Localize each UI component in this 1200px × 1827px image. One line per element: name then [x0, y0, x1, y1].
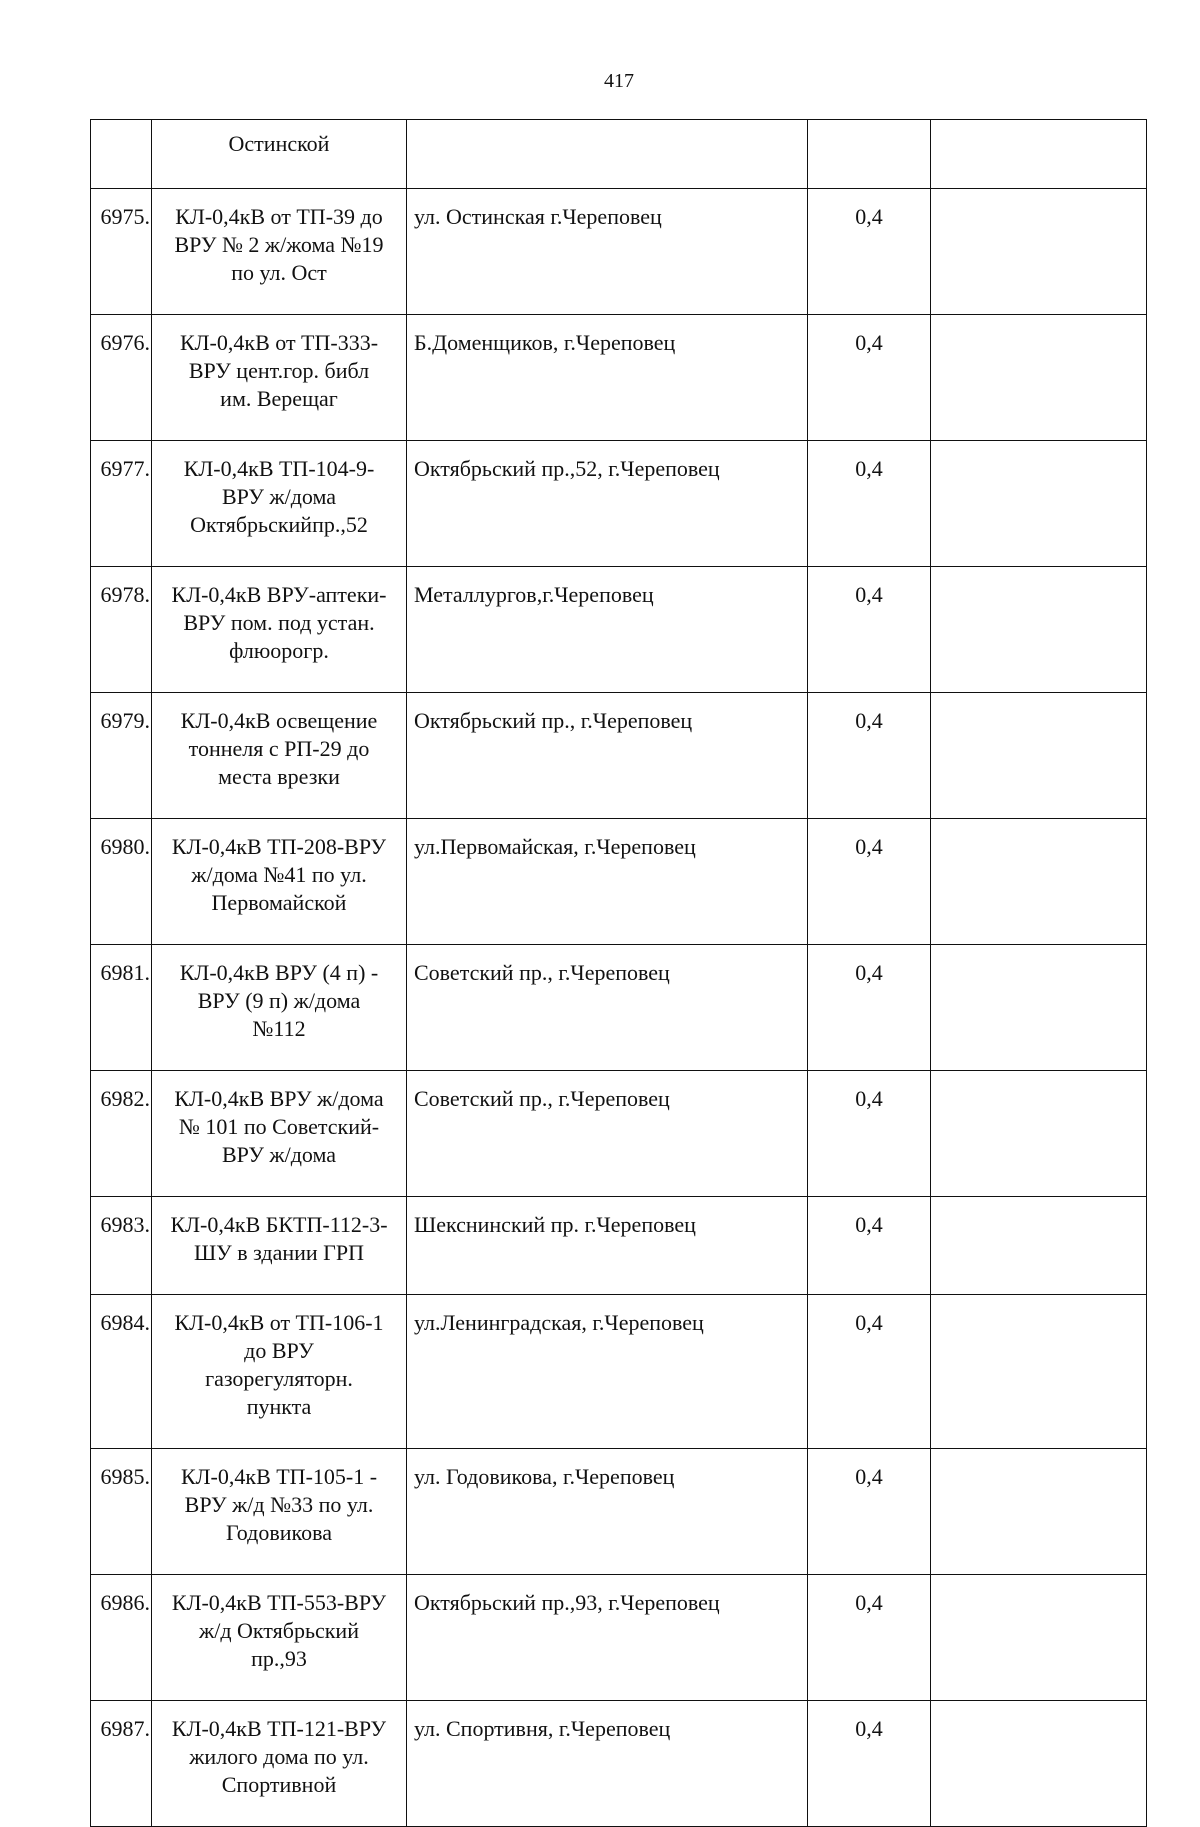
name-line: КЛ-0,4кВ БКТП-112-3- [170, 1212, 388, 1237]
row-number-cell: 6981. [91, 945, 152, 1071]
voltage-cell: 0,4 [808, 441, 931, 567]
extra-cell [931, 1071, 1147, 1197]
object-name-cell [152, 1449, 407, 1575]
object-name-cell [152, 693, 407, 819]
voltage-cell: 0,4 [808, 1575, 931, 1701]
name-line: КЛ-0,4кВ ТП-121-ВРУ [171, 1716, 387, 1741]
name-line: КЛ-0,4кВ ВРУ-аптеки- [171, 582, 387, 607]
extra-cell [931, 567, 1147, 693]
name-line: тоннеля с РП-29 до [188, 736, 370, 761]
name-line: ВРУ ж/дома [221, 484, 337, 509]
address-cell: Б.Доменщиков, г.Череповец [407, 315, 808, 441]
table-row [91, 315, 1147, 441]
name-line: жилого дома по ул. [189, 1744, 369, 1769]
voltage-cell [808, 120, 931, 189]
table-row [91, 441, 1147, 567]
table-row [91, 1701, 1147, 1827]
object-name-cell [152, 1197, 407, 1295]
row-number-cell: 6979. [91, 693, 152, 819]
name-line: ВРУ № 2 ж/жома №19 [174, 232, 384, 257]
row-number-cell: 6975. [91, 189, 152, 315]
extra-cell [931, 441, 1147, 567]
object-name-cell [152, 189, 407, 315]
extra-cell [931, 315, 1147, 441]
address-cell: Советский пр., г.Череповец [407, 945, 808, 1071]
table-row [91, 567, 1147, 693]
object-name-cell [152, 819, 407, 945]
name-line: флюорогр. [229, 638, 329, 663]
voltage-cell: 0,4 [808, 1071, 931, 1197]
row-number-cell: 6985. [91, 1449, 152, 1575]
row-number-cell: 6977. [91, 441, 152, 567]
table-row [91, 1071, 1147, 1197]
row-number-cell: 6983. [91, 1197, 152, 1295]
object-name-cell [152, 1071, 407, 1197]
name-line: им. Верещаг [220, 386, 338, 411]
row-number-cell: 6978. [91, 567, 152, 693]
object-name-cell [152, 567, 407, 693]
row-number-cell: 6986. [91, 1575, 152, 1701]
voltage-cell: 0,4 [808, 1701, 931, 1827]
address-cell: ул. Остинская г.Череповец [407, 189, 808, 315]
voltage-cell: 0,4 [808, 567, 931, 693]
name-line: газорегуляторн. [205, 1366, 353, 1391]
address-cell: Шекснинский пр. г.Череповец [407, 1197, 808, 1295]
address-cell: ул. Спортивня, г.Череповец [407, 1701, 808, 1827]
address-cell: Металлургов,г.Череповец [407, 567, 808, 693]
table-row [91, 189, 1147, 315]
voltage-cell: 0,4 [808, 1449, 931, 1575]
address-cell: ул.Первомайская, г.Череповец [407, 819, 808, 945]
table-row [91, 819, 1147, 945]
voltage-cell: 0,4 [808, 189, 931, 315]
address-cell [407, 120, 808, 189]
extra-cell [931, 693, 1147, 819]
table-row [91, 1295, 1147, 1449]
object-name-cell [152, 1575, 407, 1701]
address-cell: Октябрьский пр.,93, г.Череповец [407, 1575, 808, 1701]
name-line: пункта [246, 1394, 312, 1419]
name-line: ШУ в здании ГРП [193, 1240, 365, 1265]
object-name-cell: Остинской [152, 120, 407, 189]
name-line: КЛ-0,4кВ ТП-105-1 - [180, 1464, 378, 1489]
object-name-cell [152, 945, 407, 1071]
row-number-cell: 6976. [91, 315, 152, 441]
continuation-row [91, 120, 1147, 189]
page-number: 417 [604, 70, 634, 92]
extra-cell [931, 819, 1147, 945]
extra-cell [931, 945, 1147, 1071]
name-line: ВРУ ж/дома [221, 1142, 337, 1167]
extra-cell [931, 1197, 1147, 1295]
name-line: КЛ-0,4кВ освещение [180, 708, 378, 733]
row-number-cell: 6987. [91, 1701, 152, 1827]
row-number-cell: 6984. [91, 1295, 152, 1449]
object-name-cell [152, 1701, 407, 1827]
address-cell: Октябрьский пр.,52, г.Череповец [407, 441, 808, 567]
name-line: КЛ-0,4кВ ВРУ (4 п) - [179, 960, 379, 985]
name-line: ВРУ пом. под устан. [183, 610, 375, 635]
name-line: Первомайской [211, 890, 347, 915]
table-row [91, 1449, 1147, 1575]
extra-cell [931, 120, 1147, 189]
name-line: пр.,93 [251, 1646, 307, 1671]
name-line: КЛ-0,4кВ от ТП-333- [179, 330, 379, 355]
row-number-cell [91, 120, 152, 189]
voltage-cell: 0,4 [808, 945, 931, 1071]
object-name-cell [152, 315, 407, 441]
name-line: Спортивной [221, 1772, 337, 1797]
extra-cell [931, 1575, 1147, 1701]
address-cell: ул. Годовикова, г.Череповец [407, 1449, 808, 1575]
voltage-cell: 0,4 [808, 693, 931, 819]
name-line: по ул. Ост [231, 260, 327, 285]
row-number-cell: 6982. [91, 1071, 152, 1197]
name-line: Октябрьскийпр.,52 [190, 512, 368, 537]
name-line: Годовикова [226, 1520, 332, 1545]
name-line: места врезки [218, 764, 340, 789]
name-line: ВРУ цент.гор. библ [188, 358, 370, 383]
name-line: №112 [252, 1016, 306, 1041]
address-cell: Октябрьский пр., г.Череповец [407, 693, 808, 819]
voltage-cell: 0,4 [808, 1197, 931, 1295]
table-row [91, 1575, 1147, 1701]
table-row [91, 693, 1147, 819]
voltage-cell: 0,4 [808, 1295, 931, 1449]
name-line: КЛ-0,4кВ от ТП-106-1 [174, 1310, 384, 1335]
name-line: ВРУ ж/д №33 по ул. [184, 1492, 374, 1517]
voltage-cell: 0,4 [808, 315, 931, 441]
name-line: КЛ-0,4кВ от ТП-39 до [175, 204, 383, 229]
extra-cell [931, 1295, 1147, 1449]
extra-cell [931, 1701, 1147, 1827]
name-line: ж/д Октябрьский [199, 1618, 359, 1643]
extra-cell [931, 189, 1147, 315]
name-line: КЛ-0,4кВ ТП-104-9- [183, 456, 375, 481]
name-line: КЛ-0,4кВ ТП-208-ВРУ [171, 834, 387, 859]
registry-table [90, 119, 1147, 1827]
name-line: ж/дома №41 по ул. [191, 862, 367, 887]
name-line: КЛ-0,4кВ ВРУ ж/дома [174, 1086, 384, 1111]
voltage-cell: 0,4 [808, 819, 931, 945]
object-name-cell [152, 441, 407, 567]
table-row [91, 1197, 1147, 1295]
name-line: ВРУ (9 п) ж/дома [197, 988, 361, 1013]
address-cell: ул.Ленинградская, г.Череповец [407, 1295, 808, 1449]
row-number-cell: 6980. [91, 819, 152, 945]
name-line: № 101 по Советский- [178, 1114, 380, 1139]
name-line: до ВРУ [244, 1338, 314, 1363]
name-line: КЛ-0,4кВ ТП-553-ВРУ [171, 1590, 387, 1615]
address-cell: Советский пр., г.Череповец [407, 1071, 808, 1197]
table-row [91, 945, 1147, 1071]
extra-cell [931, 1449, 1147, 1575]
object-name-cell [152, 1295, 407, 1449]
registry-table-body [91, 120, 1147, 1827]
